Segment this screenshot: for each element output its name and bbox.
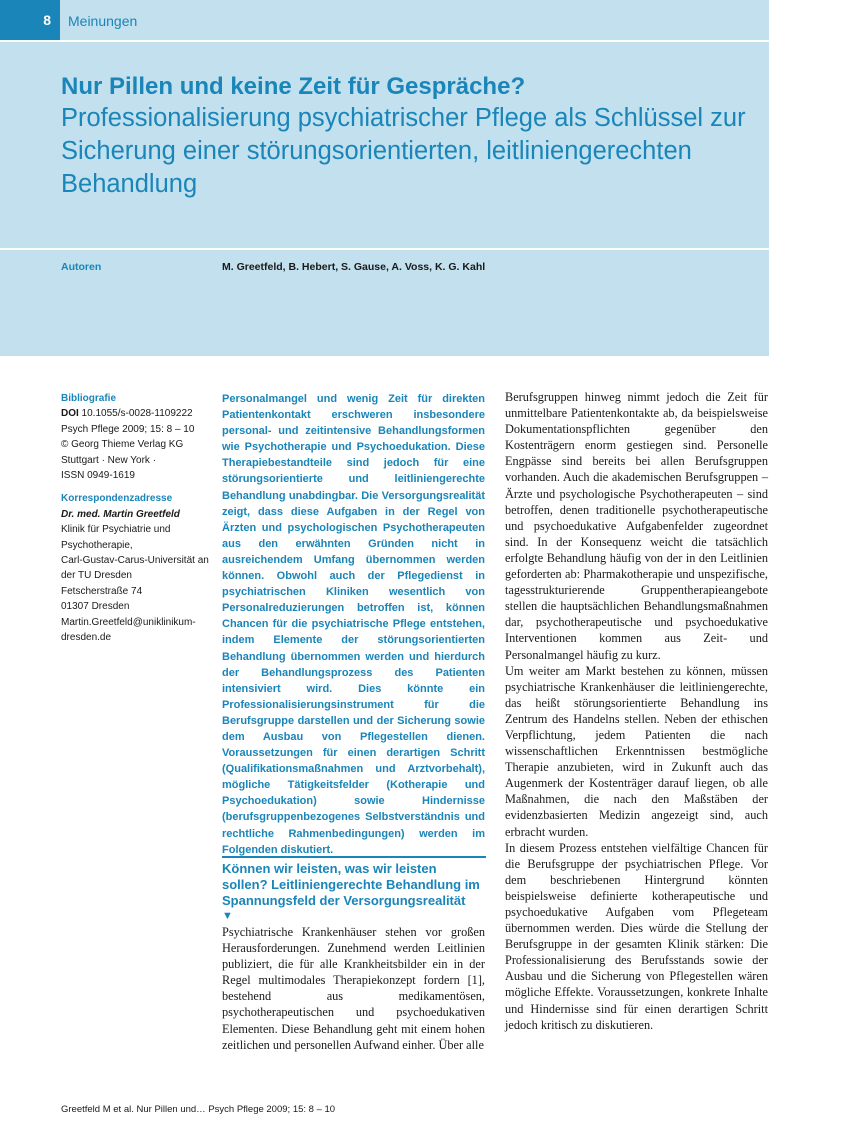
bibliography-heading: Bibliografie — [61, 393, 117, 404]
correspondence-email-cont[interactable]: dresden.de — [61, 632, 112, 644]
correspondence-line: Psychotherapie, — [61, 539, 133, 551]
page-number: 8 — [0, 0, 60, 40]
article-subtitle: Professionalisierung psychiatrischer Pflege als Schlüssel zur Sicherung einer störungsorientierten, leitliniengerechten Behandlung — [61, 104, 746, 198]
section-label: Meinungen — [68, 13, 138, 29]
body-paragraph: Berufsgruppen hinweg nimmt jedoch die Zeit für unmittelbare Patientenkontakte ab, da beispielsweise Dokumentationspflichten gegenüber den Kostenträgern enorm gestiegen sind. Personelle Engpässe sind bereits bei allen Berufsgruppen vorhanden. Auch die akademischen Berufsgruppen – Ärzte und psychologische Psychotherapeuten – sind betroffen, denen traditionelle psychotherapeutische und psychoedukative Aufgabenfelder zugeordnet sind. In der Konsequenz weicht die tatsächlich erfolgte Behandlung häufig von der in den Leitlinien geforderten ab: Pharmakotherapie und unspezifische, tagesstrukturierende Gruppentherapieangebote stellen die hauptsächlichen Behandlungsmaßnahmen dar, psychotherapeutische und psychoedukative Interventionen kommen aus Zeit- und Personalmangel häufig zu kurz. — [505, 390, 768, 662]
correspondence-line: Fetscherstraße 74 — [61, 585, 143, 597]
body-paragraph: Um weiter am Markt bestehen zu können, müssen psychiatrische Krankenhäuser die leitliniengerechte, das heißt störungsorientierte Behandlung ins Zentrum des Handelns stellen. Neben der ethischen Verpflichtung, jedem Patienten die nach wissenschaftlichen Erkenntnissen bestmögliche Therapie anzubieten, wird in Zukunft auch das Augenmerk der Kostenträger darauf liegen, ob alle Maßnahmen, die nach den Maßstäben der evidenzbasierten Medizin angezeigt sind, auch erbracht wurden. — [505, 663, 768, 839]
bibliography-line: Stuttgart · New York · — [61, 454, 157, 466]
body-paragraph: In diesem Prozess entstehen vielfältige Chancen für die Berufsgruppe der psychiatrischen Pflege. Vor dem beschriebenen Hintergrund könnten beispielsweise definierte kotherapeutische und psychoedukative Aufgaben vom Pflegeteam übernommen werden. Dies würde die Stellung der Berufsgruppe in der gesamten Klinik stärken: Die Professionalisierung des Berufsstands sowie der Ausbau und die Sicherung von Pflegestellen wären mögliche Effekte. Voraussetzungen, konkrete Inhalte und Hindernisse sind für einen derartigen Schritt jedoch kritisch zu diskutieren. — [505, 840, 768, 1032]
doi-value: 10.1055/s-0028-1109222 — [78, 408, 193, 420]
abstract: Personalmangel und wenig Zeit für direkten Patientenkontakt erschweren insbesondere personal- und zeitintensive Behandlungsformen wie Psychotherapie und Psychoedukation. Diese Therapiebestandteile sind jedoch für eine störungsorientierte und leitliniengerechte Behandlung unabdingbar. Die Versorgungsrealität zeigt, dass diese Aufgaben in der Regel von Ärzten und psychologischen Psychotherapeuten aus den erwähnten Gründen nicht in ausreichendem Umfang übernommen werden können. Obwohl auch der Pflegedienst in psychiatrischen Kliniken wesentlich von Personalreduzierungen betroffen ist, können Chancen für die psychiatrische Pflege entstehen, indem Elemente der störungsorientierten Behandlung übernommen werden und hierdurch der Behandlungsprozess des Patienten intensiviert wird. Dies könnte ein Professionalisierungsinstrument für die Berufsgruppe darstellen und der Sicherung sowie dem Ausbau von Pflegestellen dienen. Voraussetzungen für einen derartigen Schritt (Qualifikationsmaßnahmen und Arztvorbehalt), mögliche Tätigkeitsfelder (Kotherapie und Psychoedukation) sowie Hindernisse (berufsgruppenbezogenes Selbstverständnis und rechtliche Rahmenbedingungen) werden im Folgenden diskutiert. — [222, 393, 485, 856]
page-footer: Greetfeld M et al. Nur Pillen und… Psych Pflege 2009; 15: 8 – 10 — [61, 1104, 336, 1115]
correspondence-name: Dr. med. Martin Greetfeld — [61, 508, 180, 520]
correspondence-line: Carl-Gustav-Carus-Universität an — [61, 555, 209, 567]
doi-label: DOI — [61, 408, 79, 420]
bibliography-line: Psych Pflege 2009; 15: 8 – 10 — [61, 423, 195, 435]
correspondence-line: der TU Dresden — [61, 570, 132, 582]
section-heading: Können wir leisten, was wir leisten sollen? Leitliniengerechte Behandlung im Spannungsfeld der Versorgungsrealität — [222, 861, 480, 909]
doi-line — [61, 406, 211, 421]
correspondence-line: Klinik für Psychiatrie und — [61, 524, 171, 536]
body-paragraph-left: Psychiatrische Krankenhäuser stehen vor großen Herausforderungen. Zunehmend werden Leitlinien publiziert, die für alle Krankheitsbilder ein in der Regel multimodales Therapiekonzept fordern [1], bestehend aus medikamentösen, psychotherapeutischen und psychoedukativen Elementen. Diese Behandlung geht mit einem hohen zeitlichen und personellen Aufwand einher. Über alle — [222, 925, 485, 1052]
section-marker-icon: ▼ — [222, 910, 233, 922]
bibliography-line: © Georg Thieme Verlag KG — [61, 439, 184, 451]
body-right-column — [505, 389, 768, 1033]
authors-names: M. Greetfeld, B. Hebert, S. Gause, A. Voss, K. G. Kahl — [222, 261, 486, 273]
article-title: Nur Pillen und keine Zeit für Gespräche? — [61, 73, 526, 100]
authors-label: Autoren — [61, 261, 102, 273]
correspondence-heading: Korrespondenzadresse — [61, 493, 173, 505]
bibliography-line: ISSN 0949-1619 — [61, 470, 135, 482]
section-rule — [222, 856, 486, 858]
correspondence-line: 01307 Dresden — [61, 601, 130, 613]
sidebar-info — [61, 391, 211, 646]
correspondence-email[interactable]: Martin.Greetfeld@uniklinikum- — [61, 616, 196, 628]
